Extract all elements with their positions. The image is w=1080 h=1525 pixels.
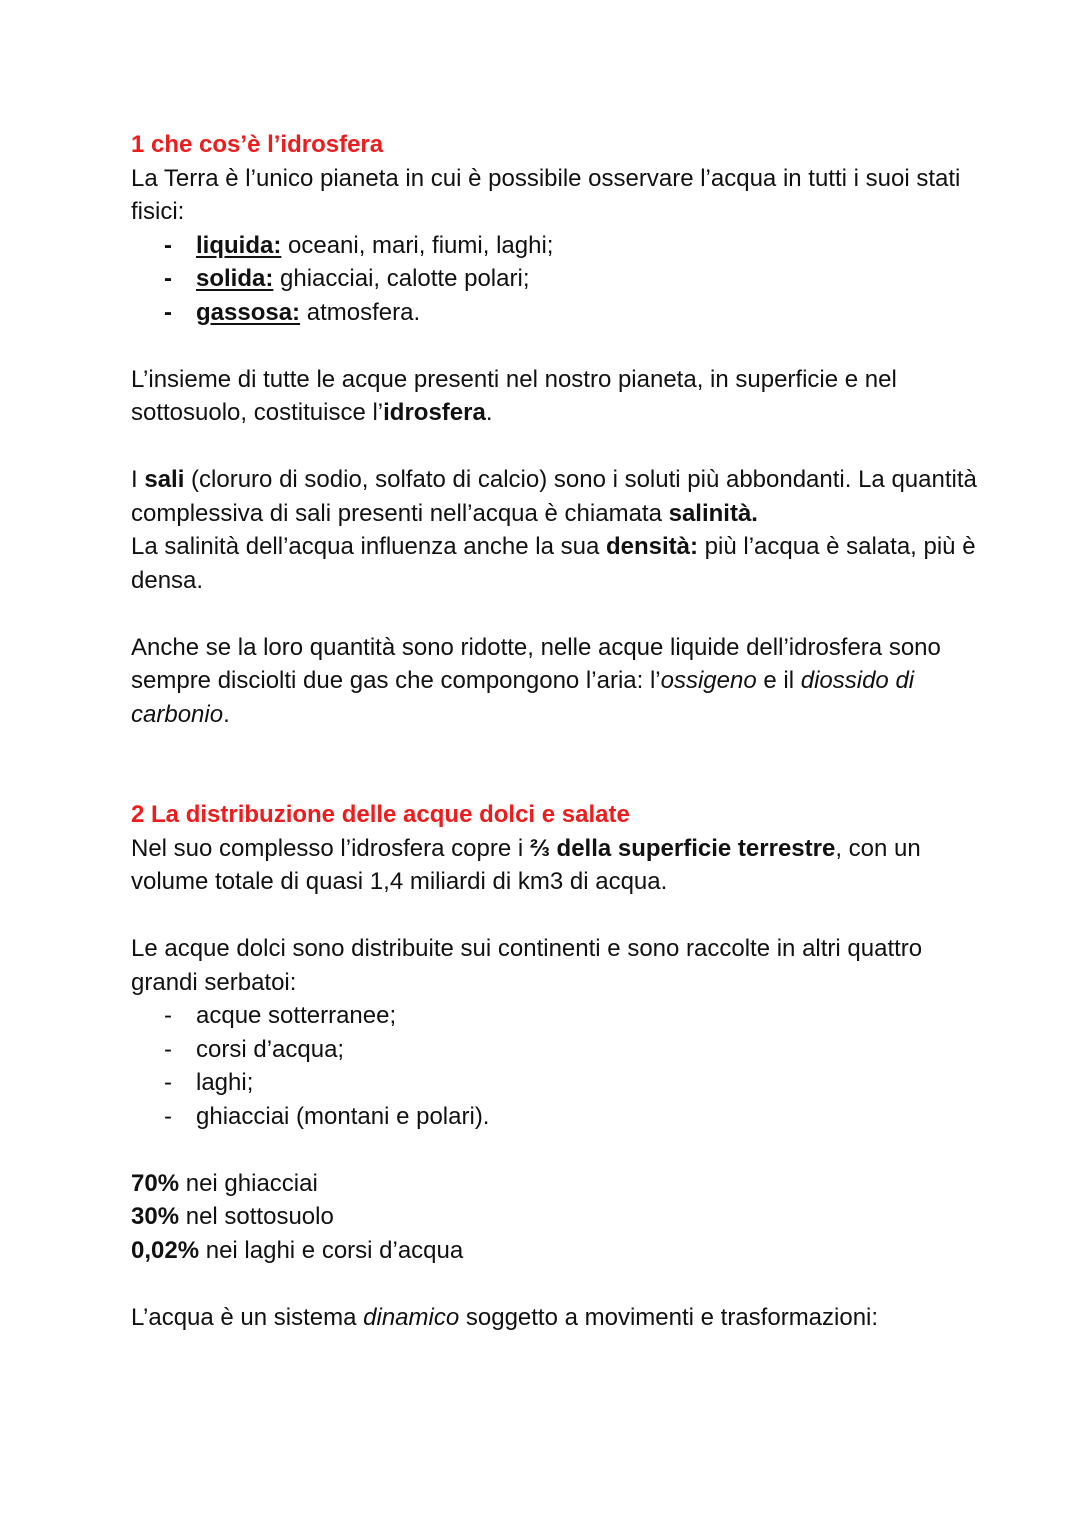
italic-term: diossido di carbonio	[131, 667, 915, 728]
stat-label: nel sottosuolo	[179, 1203, 334, 1230]
document-page	[131, 128, 991, 1334]
list-item	[131, 1033, 991, 1067]
state-description: oceani, mari, fiumi, laghi;	[281, 231, 554, 259]
state-term: liquida:	[196, 231, 282, 259]
list-item	[131, 262, 991, 296]
reservoir-label: ghiacciai (montani e polari).	[196, 1102, 490, 1130]
text-span: Anche se la loro quantità sono ridotte, nelle acque liquide dell’idrosfera sono sempre disciolti due gas che compongono l’aria: l’	[131, 633, 941, 694]
text-span: e il	[756, 667, 801, 694]
bullet-dash: -	[164, 1035, 172, 1063]
density-paragraph	[131, 530, 991, 597]
dissolved-gases-paragraph	[131, 631, 991, 732]
state-term: gassosa:	[196, 298, 301, 326]
list-item	[131, 229, 991, 263]
section-1-intro: La Terra è l’unico pianeta in cui è possibile osservare l’acqua in tutti i suoi stati fisici:	[131, 164, 961, 225]
text-span: .	[485, 399, 493, 426]
text-span: soggetto a movimenti e trasformazioni:	[459, 1303, 879, 1331]
bullet-dash: -	[164, 231, 172, 259]
stat-label: nei ghiacciai	[179, 1169, 318, 1197]
bold-term: sali	[144, 466, 185, 493]
bold-term: salinità.	[668, 499, 758, 527]
bullet-dash: -	[164, 1002, 172, 1029]
bold-term: idrosfera	[383, 399, 486, 426]
stat-value: 0,02%	[131, 1236, 200, 1264]
bullet-dash: -	[164, 1069, 172, 1096]
bold-term: ⅔ della superficie terrestre	[529, 834, 836, 862]
italic-term: ossigeno	[660, 667, 757, 694]
state-term: solida:	[196, 265, 274, 292]
text-span: (cloruro di sodio, solfato di calcio) sono i soluti più abbondanti. La quantità complessiva di sali presenti nell’acqua è chiamata	[131, 466, 977, 527]
state-description: ghiacciai, calotte polari;	[273, 265, 530, 292]
bullet-dash: -	[164, 1102, 172, 1130]
bullet-dash: -	[164, 265, 172, 292]
text-span: L’acqua è un sistema	[131, 1303, 364, 1331]
text-span: Nel suo complesso l’idrosfera copre i	[131, 834, 530, 862]
water-states-list	[131, 229, 991, 330]
list-item	[131, 1100, 991, 1134]
stat-line	[131, 1167, 991, 1201]
section-2-heading: 2 La distribuzione delle acque dolci e salate	[131, 801, 630, 828]
text-span: L’insieme di tutte le acque presenti nel nostro pianeta, in superficie e nel sottosuolo, costituisce l’	[131, 365, 897, 426]
text-span: La salinità dell’acqua influenza anche la sua	[131, 533, 606, 560]
list-item	[131, 1066, 991, 1100]
reservoir-label: laghi;	[196, 1069, 254, 1096]
salts-paragraph	[131, 463, 991, 530]
reservoirs-list	[131, 999, 991, 1133]
italic-term: dinamico	[363, 1303, 460, 1331]
list-item	[131, 999, 991, 1033]
section-1-heading: 1 che cos’è l’idrosfera	[131, 131, 384, 158]
stat-value: 30%	[131, 1203, 180, 1230]
stat-value: 70%	[131, 1169, 180, 1197]
list-item	[131, 296, 991, 330]
stat-label: nei laghi e corsi d’acqua	[199, 1236, 464, 1264]
dynamic-system-paragraph	[131, 1301, 991, 1335]
reservoir-label: corsi d’acqua;	[196, 1035, 345, 1063]
coverage-paragraph	[131, 832, 991, 899]
text-span: più l’acqua è salata, più è densa.	[131, 533, 976, 594]
idrosfera-definition-paragraph	[131, 363, 991, 430]
stat-line	[131, 1234, 991, 1268]
state-description: atmosfera.	[300, 298, 421, 326]
bullet-dash: -	[164, 298, 172, 326]
fresh-water-paragraph: Le acque dolci sono distribuite sui continenti e sono raccolte in altri quattro grandi serbatoi:	[131, 935, 923, 996]
stat-line	[131, 1200, 991, 1234]
reservoir-label: acque sotterranee;	[196, 1002, 397, 1029]
text-span: .	[223, 700, 230, 728]
text-span: , con un volume totale di quasi 1,4 miliardi di km3 di acqua.	[131, 834, 921, 895]
text-span: I	[131, 466, 145, 493]
bold-term: densità:	[606, 533, 699, 560]
